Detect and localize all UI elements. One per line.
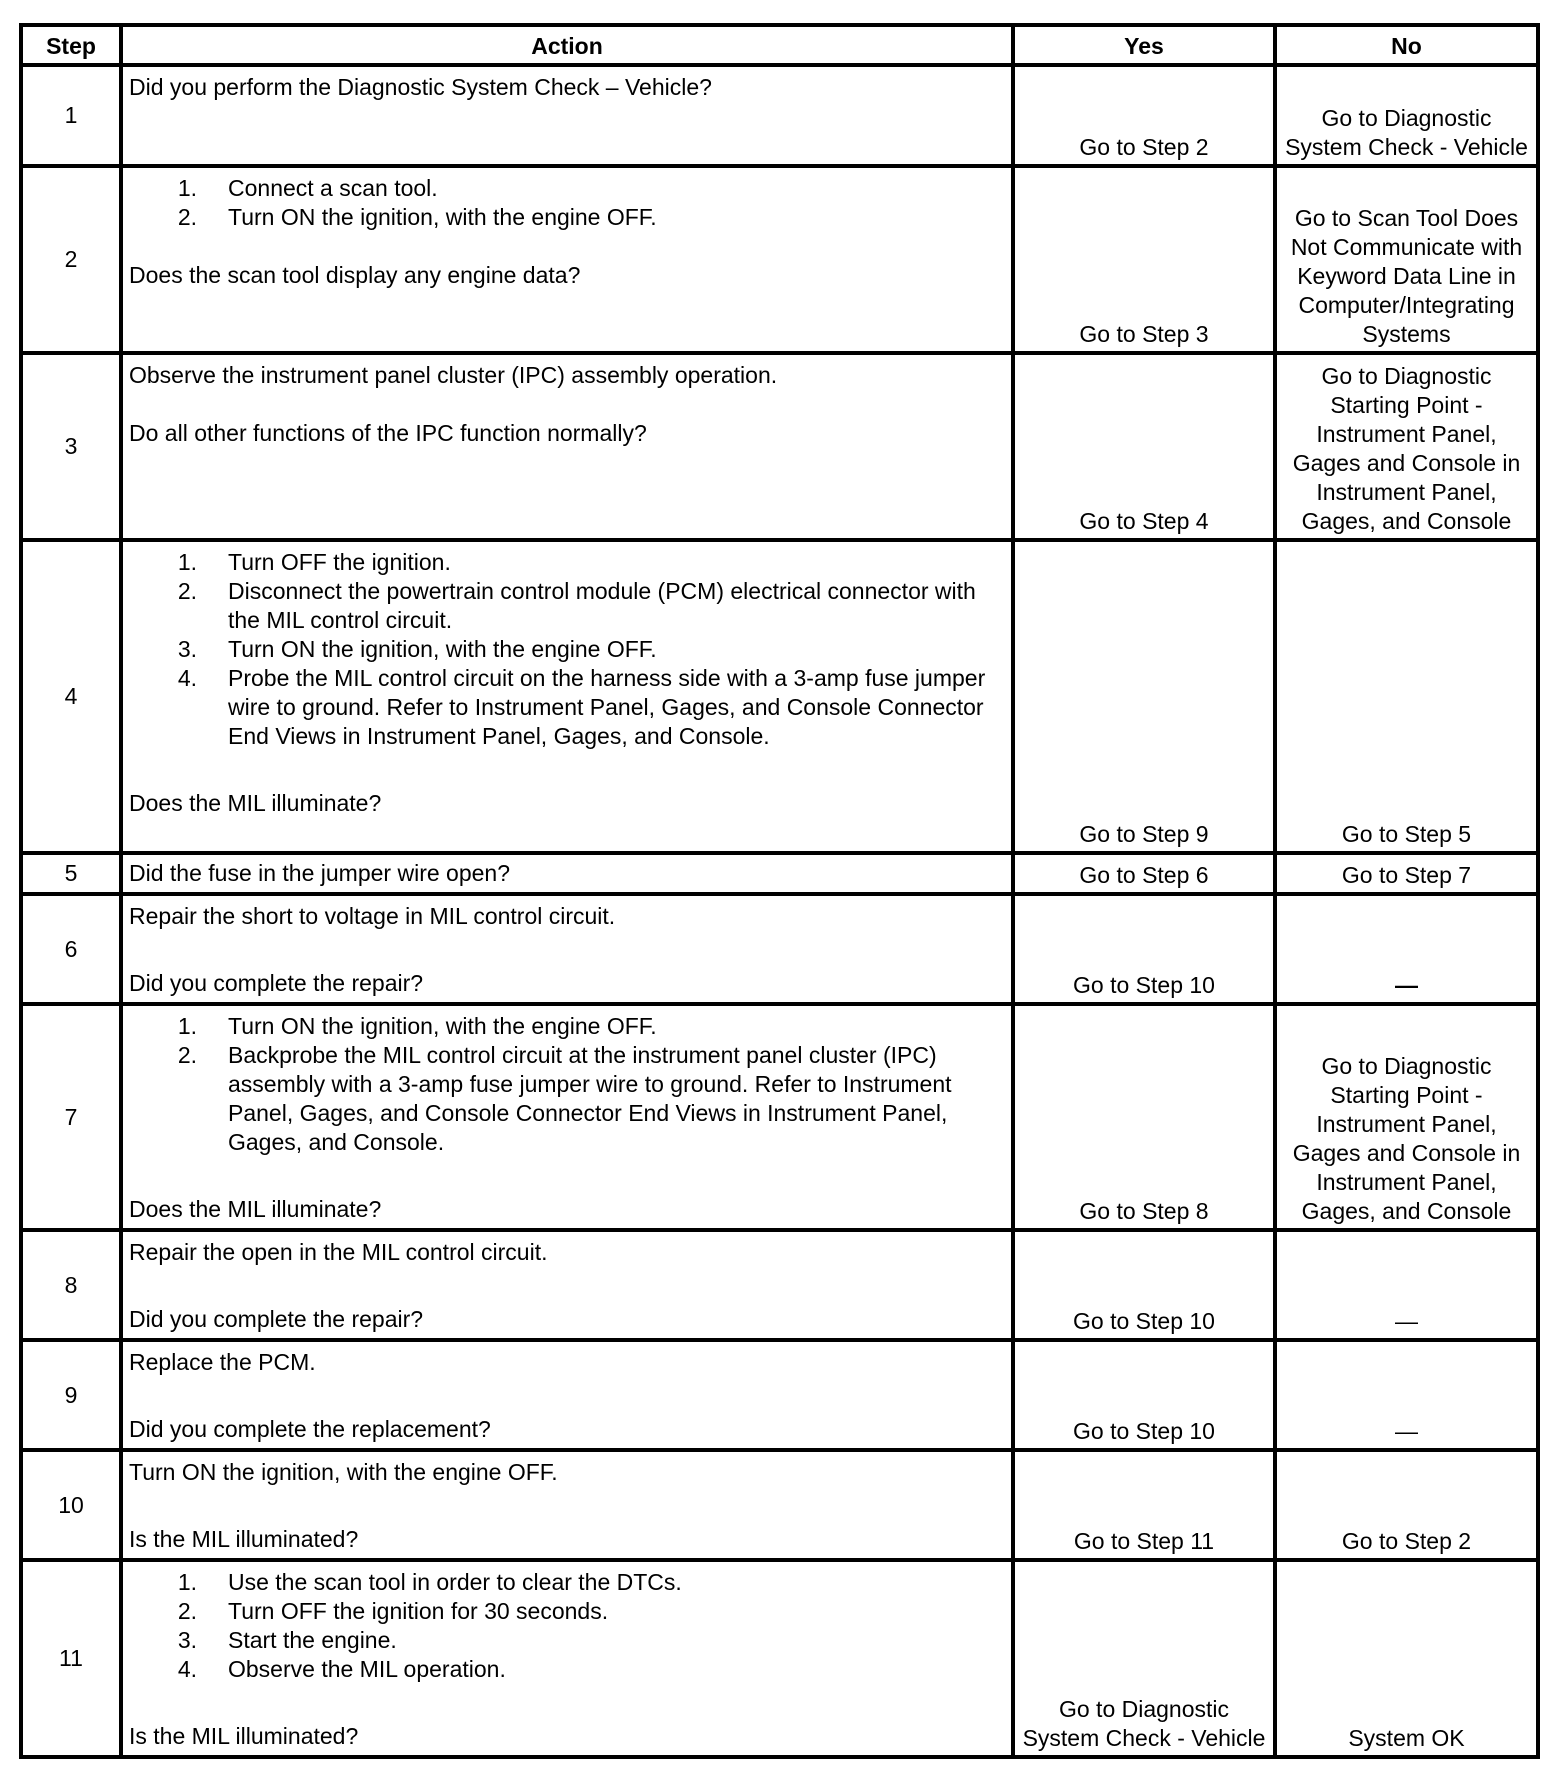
list-item: 2. Turn OFF the ignition for 30 seconds. [177, 1598, 609, 1624]
yes-cell: Go to Step 2 [1013, 65, 1275, 166]
table-row-step-6 [21, 894, 1538, 1004]
no-cell: Go to Step 7 [1275, 853, 1538, 894]
table-row-step-1 [21, 65, 1538, 166]
action-text: Did the fuse in the jumper wire open? [129, 860, 510, 886]
list-item: 1. Connect a scan tool. [177, 175, 438, 201]
action-cell [121, 65, 1013, 166]
action-cell [121, 894, 1013, 1004]
action-question: Is the MIL illuminated? [129, 1723, 359, 1749]
no-cell: Go to Diagnostic System Check - Vehicle [1275, 65, 1538, 166]
list-item: 1. Use the scan tool in order to clear the DTCs. [177, 1569, 682, 1595]
action-steps-list [129, 548, 1005, 751]
action-cell [121, 1560, 1013, 1757]
header-yes: Yes [1013, 25, 1275, 65]
action-question: Did you complete the repair? [129, 970, 424, 996]
no-cell: Go to Step 2 [1275, 1450, 1538, 1560]
yes-cell: Go to Diagnostic System Check - Vehicle [1013, 1560, 1275, 1757]
action-text: Replace the PCM. [129, 1349, 316, 1375]
list-item: 2. Disconnect the powertrain control module (PCM) electrical connector with the MIL control circuit. [177, 578, 976, 633]
step-number: 7 [21, 1004, 121, 1230]
table-row-step-5 [21, 853, 1538, 894]
step-number: 2 [21, 166, 121, 353]
step-number: 5 [21, 853, 121, 894]
action-question: Does the MIL illuminate? [129, 790, 382, 816]
step-number: 10 [21, 1450, 121, 1560]
action-question: Is the MIL illuminated? [129, 1526, 359, 1552]
no-value-dash: — [1395, 1418, 1418, 1444]
no-cell: Go to Step 5 [1275, 540, 1538, 853]
step-number: 6 [21, 894, 121, 1004]
action-cell [121, 1230, 1013, 1340]
action-cell [121, 540, 1013, 853]
step-number: 11 [21, 1560, 121, 1757]
action-steps-list [129, 1012, 1005, 1157]
step-number: 3 [21, 353, 121, 540]
yes-cell: Go to Step 9 [1013, 540, 1275, 853]
list-item: 3. Start the engine. [177, 1627, 397, 1653]
action-cell [121, 353, 1013, 540]
action-text: Repair the open in the MIL control circuit. [129, 1239, 548, 1265]
action-cell [121, 166, 1013, 353]
action-steps-list [129, 1568, 1005, 1684]
yes-cell: Go to Step 11 [1013, 1450, 1275, 1560]
table-row-step-7 [21, 1004, 1538, 1230]
no-value-dash: — [1395, 1308, 1418, 1334]
action-question: Do all other functions of the IPC function normally? [129, 420, 647, 446]
step-number: 1 [21, 65, 121, 166]
table-row-step-9 [21, 1340, 1538, 1450]
list-item: 3. Turn ON the ignition, with the engine OFF. [177, 636, 657, 662]
no-cell: Go to Scan Tool Does Not Communicate with Keyword Data Line in Computer/Integrating Systems [1275, 166, 1538, 353]
list-item: 1. Turn OFF the ignition. [177, 549, 451, 575]
action-cell [121, 1450, 1013, 1560]
yes-cell: Go to Step 8 [1013, 1004, 1275, 1230]
action-cell [121, 1340, 1013, 1450]
yes-cell: Go to Step 10 [1013, 894, 1275, 1004]
action-text: Turn ON the ignition, with the engine OFF. [129, 1459, 558, 1485]
header-no: No [1275, 25, 1538, 65]
yes-cell: Go to Step 10 [1013, 1340, 1275, 1450]
no-cell: Go to Diagnostic Starting Point - Instrument Panel, Gages and Console in Instrument Panel, Gages, and Console [1275, 353, 1538, 540]
action-question: Did you complete the repair? [129, 1306, 424, 1332]
list-item: 4. Probe the MIL control circuit on the harness side with a 3-amp fuse jumper wire to ground. Refer to Instrument Panel, Gages, and Console Connector End Views in Instrument Panel, Gages, and Console. [177, 665, 986, 749]
no-cell [1275, 1340, 1538, 1450]
table-row-step-10 [21, 1450, 1538, 1560]
action-text: Repair the short to voltage in MIL control circuit. [129, 903, 616, 929]
action-text: Observe the instrument panel cluster (IPC) assembly operation. [129, 362, 778, 388]
diagnostic-table [19, 23, 1540, 1759]
header-action: Action [121, 25, 1013, 65]
yes-cell: Go to Step 3 [1013, 166, 1275, 353]
list-item: 2. Backprobe the MIL control circuit at the instrument panel cluster (IPC) assembly with a 3-amp fuse jumper wire to ground. Refer to Instrument Panel, Gages, and Console Connector End Views in Instrument Panel, Gages, and Console. [177, 1042, 952, 1155]
no-cell: System OK [1275, 1560, 1538, 1757]
list-item: 2. Turn ON the ignition, with the engine OFF. [177, 204, 657, 230]
action-cell [121, 1004, 1013, 1230]
header-row [21, 25, 1538, 65]
yes-cell: Go to Step 10 [1013, 1230, 1275, 1340]
no-cell [1275, 894, 1538, 1004]
table-row-step-11 [21, 1560, 1538, 1757]
action-question: Did you complete the replacement? [129, 1416, 491, 1442]
table-row-step-2 [21, 166, 1538, 353]
yes-cell: Go to Step 6 [1013, 853, 1275, 894]
table-row-step-8 [21, 1230, 1538, 1340]
action-steps-list [129, 174, 1005, 232]
header-step: Step [21, 25, 121, 65]
action-question: Does the MIL illuminate? [129, 1196, 382, 1222]
no-cell [1275, 1230, 1538, 1340]
no-cell: Go to Diagnostic Starting Point - Instrument Panel, Gages and Console in Instrument Panel, Gages, and Console [1275, 1004, 1538, 1230]
step-number: 4 [21, 540, 121, 853]
step-number: 9 [21, 1340, 121, 1450]
action-cell [121, 853, 1013, 894]
list-item: 1. Turn ON the ignition, with the engine OFF. [177, 1013, 657, 1039]
table-row-step-4 [21, 540, 1538, 853]
no-value-dash: — [1395, 972, 1418, 998]
step-number: 8 [21, 1230, 121, 1340]
list-item: 4. Observe the MIL operation. [177, 1656, 506, 1682]
action-text: Did you perform the Diagnostic System Check – Vehicle? [129, 74, 712, 100]
table-row-step-3 [21, 353, 1538, 540]
action-question: Does the scan tool display any engine data? [129, 262, 581, 288]
yes-cell: Go to Step 4 [1013, 353, 1275, 540]
